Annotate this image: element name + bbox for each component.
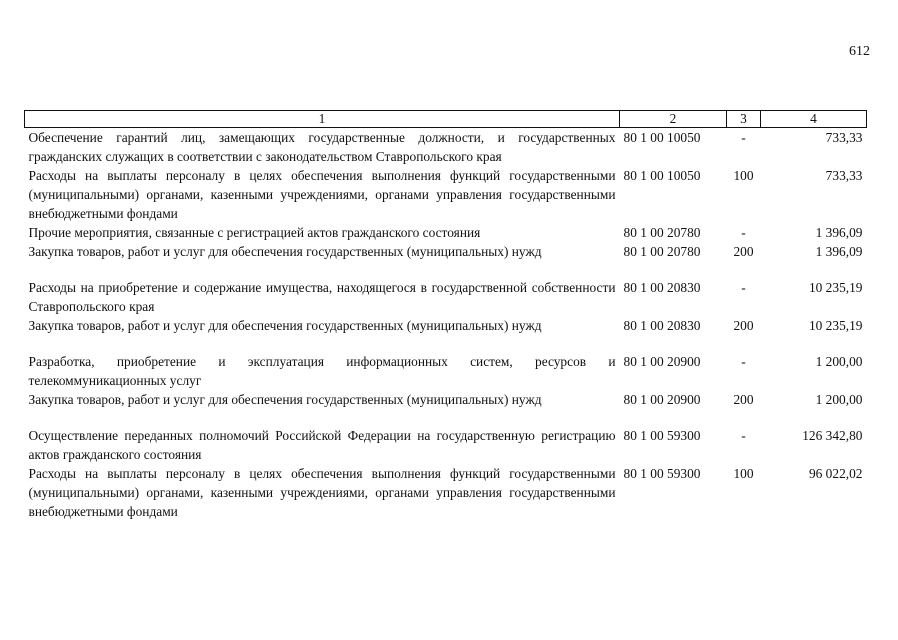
row-amount: 1 200,00 [815, 392, 863, 407]
row-code: 80 1 00 20900 [623, 392, 701, 407]
row-code: 80 1 00 59300 [623, 428, 701, 443]
budget-table [24, 110, 867, 521]
table-row [25, 223, 867, 242]
row-name: Расходы на выплаты персоналу в целях обеспечения выполнения функций государственными (муниципальными) органами, казенными учреждениями, органами управления государственными внебюджетными фондами [28, 466, 616, 519]
row-type: 200 [733, 392, 754, 407]
row-type: 200 [733, 318, 754, 333]
row-type: - [741, 428, 746, 443]
row-name: Закупка товаров, работ и услуг для обеспечения государственных (муниципальных) нужд [28, 318, 542, 333]
row-name: Прочие мероприятия, связанные с регистрацией актов гражданского состояния [28, 225, 481, 240]
row-code: 80 1 00 20830 [623, 318, 701, 333]
table-row [25, 316, 867, 335]
row-amount: 1 396,09 [815, 225, 863, 240]
row-amount: 10 235,19 [808, 318, 863, 333]
header-col-amount: 4 [761, 111, 867, 128]
row-amount: 126 342,80 [802, 428, 863, 443]
row-type: 100 [733, 466, 754, 481]
row-amount: 1 200,00 [815, 354, 863, 369]
table-header-row [25, 111, 867, 128]
row-spacer [25, 261, 867, 278]
row-type: - [741, 280, 746, 295]
table-row [25, 166, 867, 223]
row-type: - [741, 354, 746, 369]
row-name: Осуществление переданных полномочий Российской Федерации на государственную регистрацию актов гражданского состояния [28, 428, 616, 462]
header-col-type: 3 [727, 111, 761, 128]
row-name: Расходы на приобретение и содержание имущества, находящегося в государственной собственности Ставропольского края [28, 280, 616, 314]
row-code: 80 1 00 20780 [623, 244, 701, 259]
header-col-name: 1 [25, 111, 620, 128]
row-code: 80 1 00 59300 [623, 466, 701, 481]
spacer-cell [25, 261, 867, 278]
table-row [25, 278, 867, 316]
row-code: 80 1 00 10050 [623, 168, 701, 183]
row-spacer [25, 335, 867, 352]
row-code: 80 1 00 20900 [623, 354, 701, 369]
spacer-cell [25, 409, 867, 426]
row-name: Обеспечение гарантий лиц, замещающих государственные должности, и государственных гражданских служащих в соответствии с законодательством Ставропольского края [28, 130, 616, 164]
row-code: 80 1 00 20780 [623, 225, 701, 240]
row-code: 80 1 00 20830 [623, 280, 701, 295]
row-amount: 1 396,09 [815, 244, 863, 259]
row-amount: 733,33 [825, 130, 863, 145]
header-col-code: 2 [620, 111, 727, 128]
table-row [25, 128, 867, 167]
page-number: 612 [849, 44, 870, 59]
row-name: Разработка, приобретение и эксплуатация информационных систем, ресурсов и телекоммуникационных услуг [28, 354, 616, 388]
row-type: - [741, 225, 746, 240]
table-row [25, 426, 867, 464]
row-name: Расходы на выплаты персоналу в целях обеспечения выполнения функций государственными (муниципальными) органами, казенными учреждениями, органами управления государственными внебюджетными фондами [28, 168, 616, 221]
table-row [25, 352, 867, 390]
row-amount: 96 022,02 [808, 466, 863, 481]
row-type: 200 [733, 244, 754, 259]
row-name: Закупка товаров, работ и услуг для обеспечения государственных (муниципальных) нужд [28, 392, 542, 407]
row-type: 100 [733, 168, 754, 183]
row-spacer [25, 409, 867, 426]
table-row [25, 242, 867, 261]
spacer-cell [25, 335, 867, 352]
table-row [25, 464, 867, 521]
row-name: Закупка товаров, работ и услуг для обеспечения государственных (муниципальных) нужд [28, 244, 542, 259]
row-amount: 10 235,19 [808, 280, 863, 295]
row-amount: 733,33 [825, 168, 863, 183]
table-row [25, 390, 867, 409]
row-code: 80 1 00 10050 [623, 130, 701, 145]
row-type: - [741, 130, 746, 145]
